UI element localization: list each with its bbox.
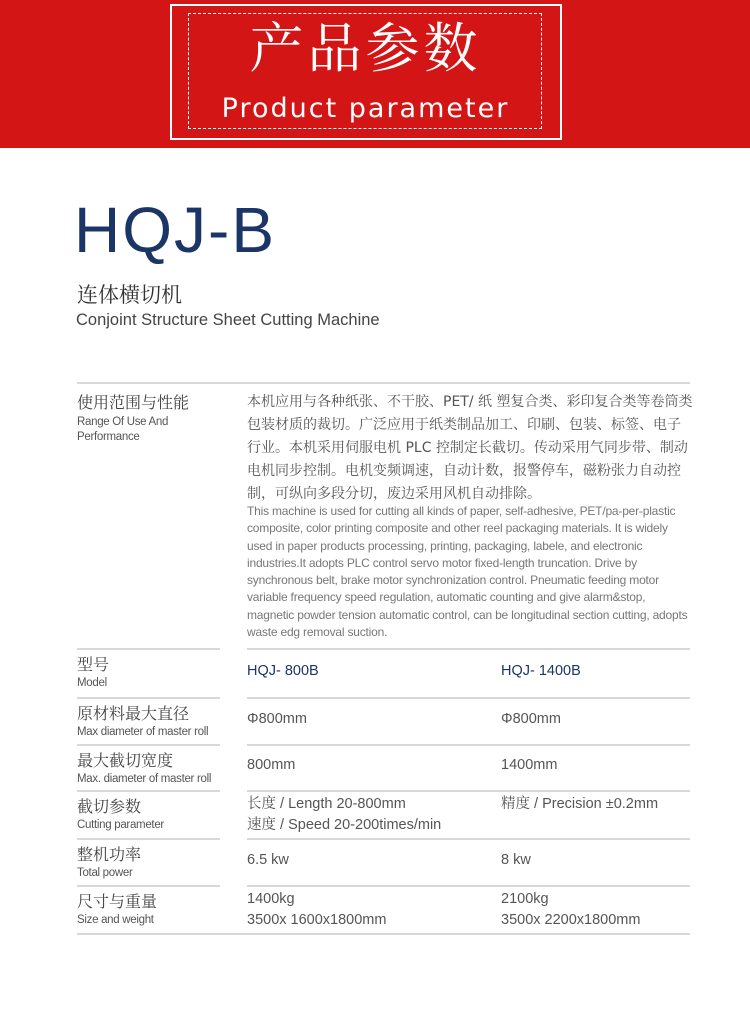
divider (77, 744, 220, 746)
spec-label-en: Cutting parameter (77, 819, 164, 831)
header-title-en: Product parameter (221, 93, 510, 124)
spec-value-model-a: 速度 / Speed 20-200times/min (247, 817, 442, 833)
divider (77, 838, 220, 840)
spec-value-model-b: 1400mm (501, 757, 558, 773)
divider (77, 885, 220, 887)
divider (77, 382, 690, 384)
spec-label-cn: 型号 (77, 655, 110, 674)
divider (77, 933, 690, 935)
divider (247, 838, 690, 840)
range-desc-cn: 本机应用与各种纸张、不干胶、PET/ 纸 塑复合类、彩印复合类等卷筒类包装材质的裁切。广泛应用于纸类制品加工、印刷、包装、标签、电子行业。本机采用伺服电机 PLC 控制定长截切。传动采用气同步带、制动电机同步控制。电机变频调速，自动计数，报警停车，磁粉张力自动控制，可纵向多段分切，废边采用风机自动排除。 (247, 394, 693, 502)
range-label-en-2: Performance (77, 431, 140, 443)
spec-value-model-a: 1400kg (247, 891, 295, 907)
spec-value-model-b: 3500x 2200x1800mm (501, 912, 641, 928)
spec-value-model-b: 8 kw (501, 852, 531, 868)
spec-value-model-a: 6.5 kw (247, 852, 289, 868)
spec-label-cn: 尺寸与重量 (77, 892, 158, 911)
spec-value-model-a: HQJ- 800B (247, 663, 319, 679)
product-model: HQJ-B (74, 194, 276, 266)
spec-label-en: Max. diameter of master roll (77, 773, 212, 785)
spec-label-en: Max diameter of master roll (77, 726, 209, 738)
divider (77, 697, 220, 699)
spec-value-model-b: Φ800mm (501, 711, 561, 727)
spec-value-model-b: 2100kg (501, 891, 549, 907)
spec-value-model-a: 800mm (247, 757, 296, 773)
divider (247, 744, 690, 746)
spec-value-model-a: Φ800mm (247, 711, 307, 727)
spec-value-model-a: 长度 / Length 20-800mm (247, 796, 406, 812)
product-name-cn: 连体横切机 (77, 283, 182, 307)
spec-value-model-b: 精度 / Precision ±0.2mm (501, 796, 659, 812)
spec-value-model-a: 3500x 1600x1800mm (247, 912, 387, 928)
range-label-en: Range Of Use And (77, 416, 169, 428)
range-label-cn: 使用范围与性能 (77, 393, 190, 412)
divider (247, 790, 690, 792)
header-title-cn: 产品参数 (249, 17, 482, 80)
divider (247, 697, 690, 699)
range-desc-en: This machine is used for cutting all kinds of paper, self-adhesive, PET/pa-per-plastic composite, color printing composite and other reel packaging materials. It is widely used in paper products processing, printing, packaging, labele, and electronic industries.It adopts PLC control servo motor fixed-length truncation. Drive by synchronous belt, brake motor synchronization control. Pneumatic feeding motor variable frequency speed regulation, automatic counting and give alarm&stop, magnetic powder tension automatic control, can be longitudinal section cutting, adopts waste edg removal suction. (247, 504, 688, 640)
divider (247, 885, 690, 887)
spec-label-en: Model (77, 677, 107, 689)
header-banner (0, 0, 750, 148)
spec-value-model-b: HQJ- 1400B (501, 663, 581, 679)
spec-label-cn: 原材料最大直径 (77, 704, 190, 723)
spec-label-cn: 截切参数 (77, 797, 142, 816)
spec-label-cn: 最大截切宽度 (77, 751, 174, 770)
divider (77, 790, 220, 792)
divider (77, 648, 220, 650)
spec-label-cn: 整机功率 (77, 845, 142, 864)
spec-label-en: Size and weight (77, 914, 154, 926)
divider (247, 648, 690, 650)
spec-label-en: Total power (77, 867, 133, 879)
product-name-en: Conjoint Structure Sheet Cutting Machine (76, 311, 380, 329)
